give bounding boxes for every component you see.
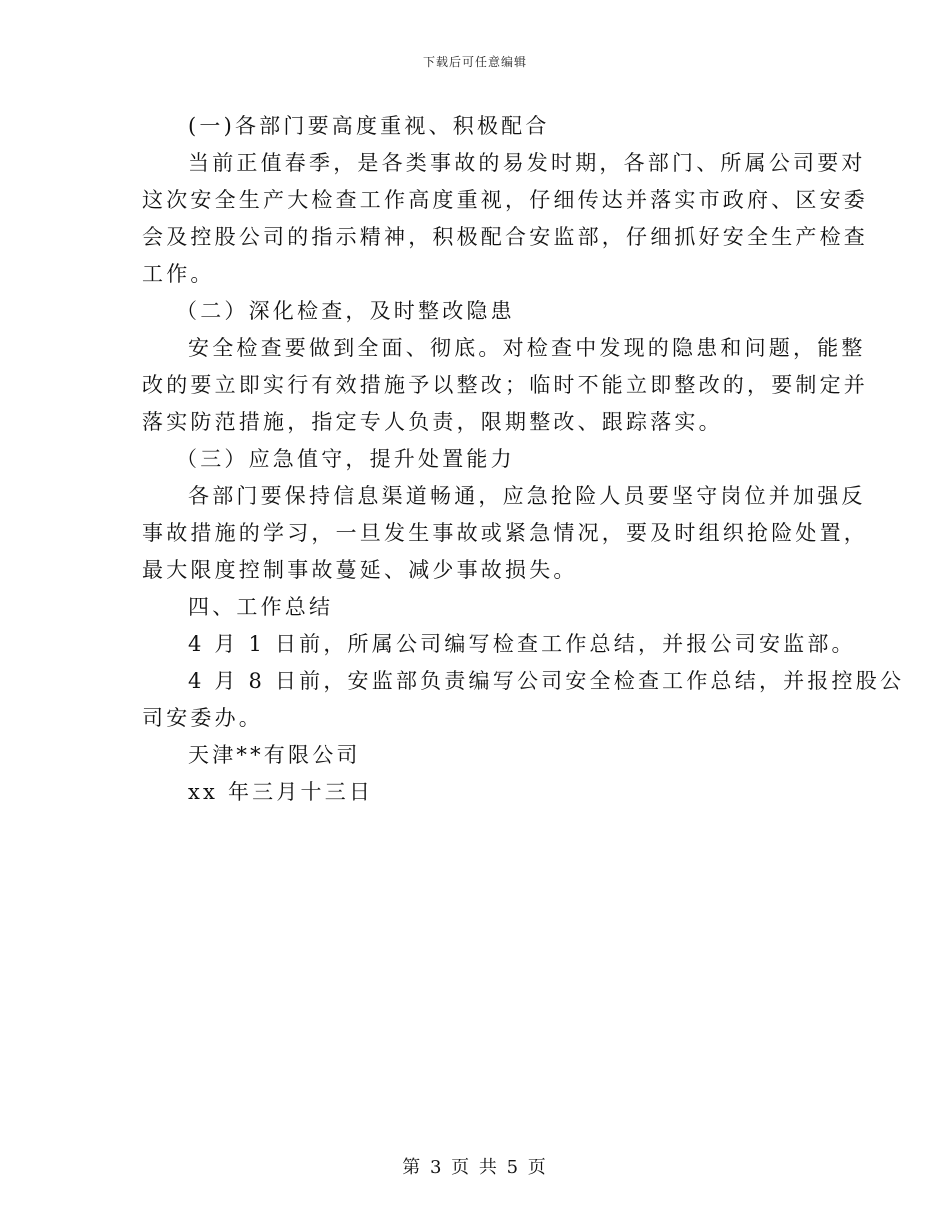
summary-item-2 (142, 663, 905, 737)
section4-heading: 四、工作总结 (188, 595, 334, 619)
paragraph-line: 落实防范措施，指定专人负责，限期整改、跟踪落实。 (142, 410, 723, 434)
paragraph-line: 会及控股公司的指示精神，积极配合安监部，仔细抓好安全生产检查 (142, 225, 868, 249)
paragraph-line: 安全检查要做到全面、彻底。对检查中发现的隐患和问题，能整 (188, 336, 866, 360)
paragraph-line: 最大限度控制事故蔓延、减少事故损失。 (142, 558, 578, 582)
document-body (142, 108, 905, 811)
section2-heading: （二）深化检查，及时整改隐患 (176, 299, 515, 323)
page-number-footer: 第 3 页 共 5 页 (402, 1157, 548, 1178)
summary-item-1: 4 月 1 日前，所属公司编写检查工作总结，并报公司安监部。 (188, 632, 856, 656)
section2-paragraph (142, 330, 868, 441)
paragraph-line: 各部门要保持信息渠道畅通，应急抢险人员要坚守岗位并加强反 (188, 484, 866, 508)
section3-paragraph (142, 478, 868, 589)
paragraph-line: 工作。 (142, 262, 215, 286)
paragraph-line: 这次安全生产大检查工作高度重视，仔细传达并落实市政府、区安委 (142, 188, 868, 212)
signature-date: xx 年三月十三日 (188, 780, 374, 804)
paragraph-line: 改的要立即实行有效措施予以整改；临时不能立即整改的，要制定并 (142, 373, 868, 397)
section1-heading: (一)各部门要高度重视、积极配合 (188, 114, 550, 138)
paragraph-line: 当前正值春季，是各类事故的易发时期，各部门、所属公司要对 (188, 151, 866, 175)
signature-company: 天津**有限公司 (188, 743, 361, 767)
paragraph-line: 4 月 8 日前，安监部负责编写公司安全检查工作总结，并报控股公 (188, 669, 905, 693)
page-header: 下载后可任意编辑 (422, 55, 527, 69)
paragraph-line: 事故措施的学习，一旦发生事故或紧急情况，要及时组织抢险处置， (142, 521, 868, 545)
section1-paragraph (142, 145, 868, 293)
paragraph-line: 司安委办。 (142, 706, 263, 730)
section3-heading: （三）应急值守，提升处置能力 (176, 447, 515, 471)
